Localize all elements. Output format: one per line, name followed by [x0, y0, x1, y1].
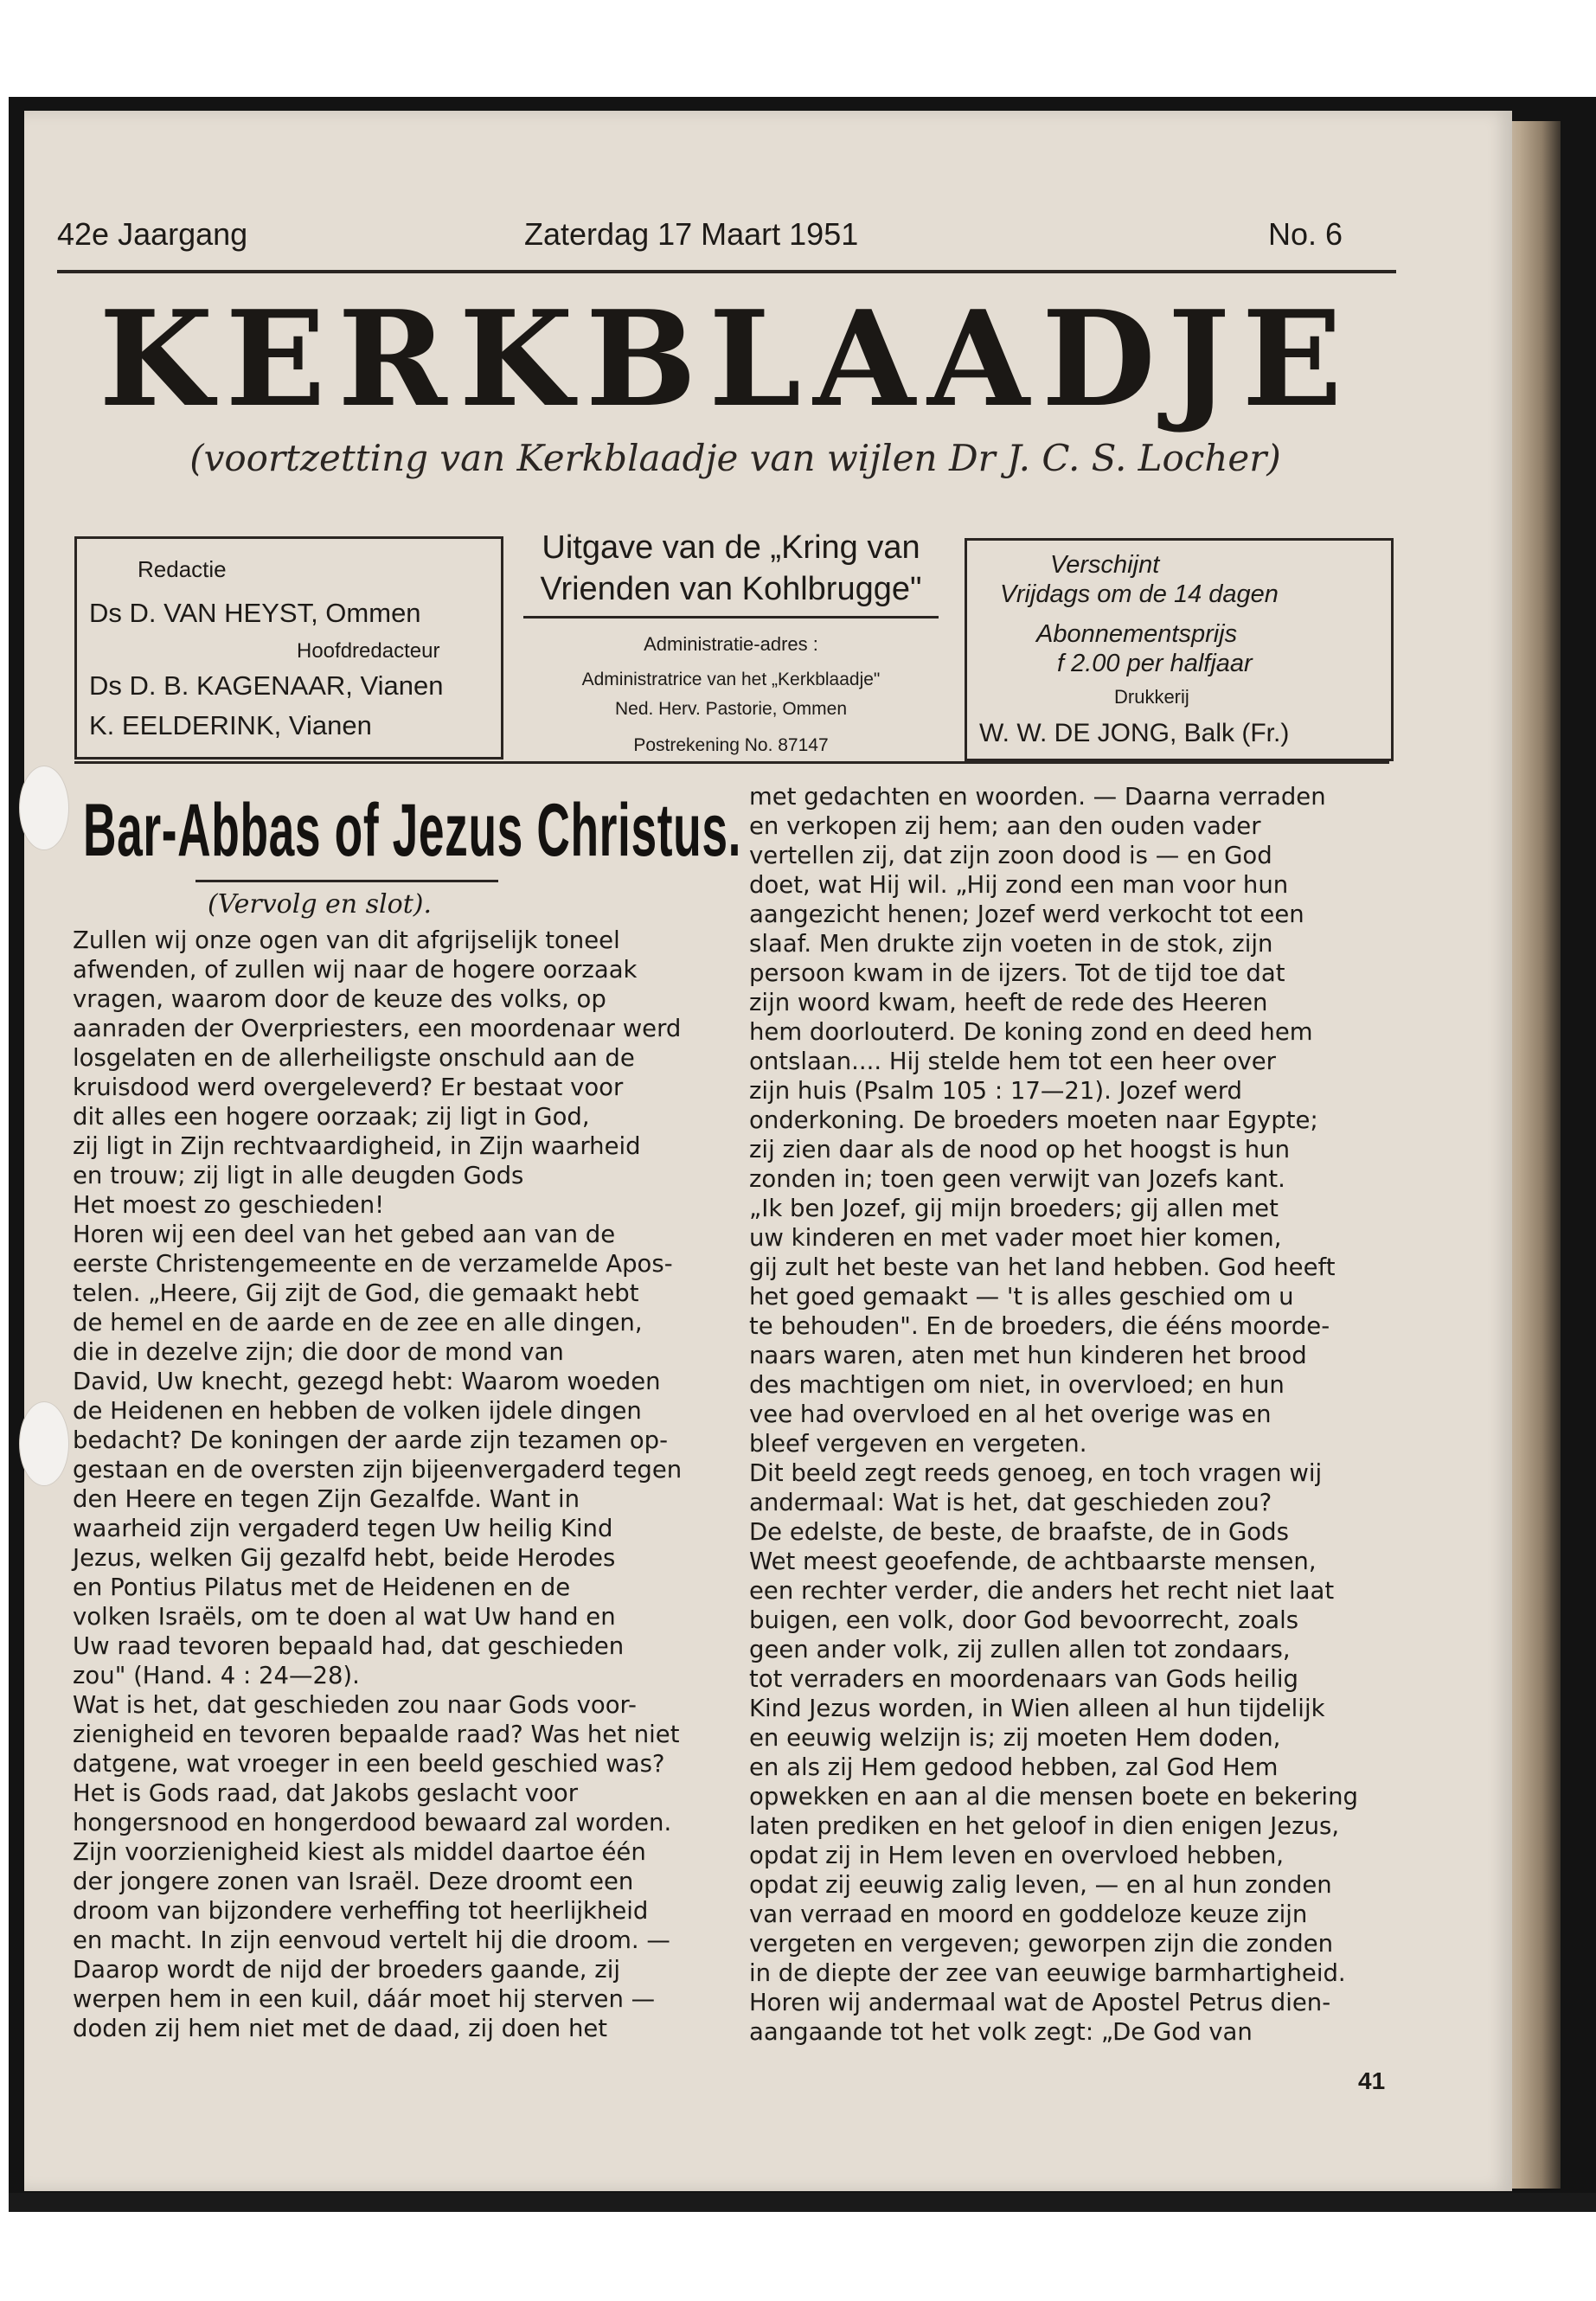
- masthead-title: KERKBLAADJE: [99, 281, 1355, 436]
- text-line: zou" (Hand. 4 : 24—28).: [73, 1662, 360, 1689]
- header-rule: [57, 270, 1396, 273]
- editor-name: K. EELDERINK, Vianen: [89, 710, 372, 740]
- editor-name: Ds D. VAN HEYST, Ommen: [89, 598, 421, 628]
- text-line: Uw raad tevoren bepaald had, dat geschieden: [73, 1632, 625, 1660]
- text-line: zonden in; toen geen verwijt van Jozefs kant.: [749, 1165, 1285, 1193]
- text-line: des machtigen om niet, in overvloed; en hun: [749, 1371, 1285, 1399]
- text-line: slaaf. Men drukte zijn voeten in de stok, zijn: [749, 930, 1273, 958]
- text-line: bleef vergeven en vergeten.: [749, 1430, 1087, 1458]
- text-line: met gedachten en woorden. — Daarna verraden: [749, 783, 1326, 811]
- text-line: telen. „Heere, Gij zijt de God, die gemaakt hebt: [73, 1279, 639, 1307]
- text-line: te behouden". En de broeders, die ééns moorde-: [749, 1312, 1330, 1340]
- address-line: Administratrice van het „Kerkblaadje": [581, 670, 881, 689]
- text-line: den Heere en tegen Zijn Gezalfde. Want in: [73, 1485, 580, 1513]
- text-line: dit alles een hogere oorzaak; zij ligt in God,: [73, 1103, 590, 1131]
- text-line: aangezicht henen; Jozef werd verkocht tot een: [749, 901, 1304, 928]
- info-line: Abonnementsprijs: [1036, 620, 1238, 648]
- text-line: doet, wat Hij wil. „Hij zond een man voor hun: [749, 871, 1289, 899]
- text-line: vee had overvloed en al het overige was en: [749, 1400, 1272, 1428]
- text-line: laten prediken en het geloof in dien enigen Jezus,: [749, 1812, 1340, 1840]
- editorial-box: [74, 536, 503, 760]
- article-title: Bar-Abbas of Jezus Christus.: [83, 789, 742, 872]
- text-line: gestaan en de oversten zijn bijeenvergaderd tegen: [73, 1456, 683, 1484]
- text-line: vergeten en vergeven; geworpen zijn die zonden: [749, 1930, 1334, 1958]
- address-label: Administratie-adres :: [644, 633, 818, 655]
- text-line: de hemel en de aarde en de zee en alle dingen,: [73, 1309, 643, 1336]
- info-line: Vrijdags om de 14 dagen: [1000, 580, 1279, 608]
- editorial-heading: Redactie: [138, 556, 227, 582]
- boxes-bottom-rule: [74, 761, 1389, 764]
- text-line: Jezus, welken Gij gezalfd hebt, beide Herodes: [73, 1544, 616, 1572]
- text-line: zij zien daar als de nood op het hoogst is hun: [749, 1136, 1291, 1163]
- text-line: David, Uw knecht, gezegd hebt: Waarom woeden: [73, 1368, 661, 1395]
- punch-hole: [19, 766, 69, 850]
- text-line: De edelste, de beste, de braafste, de in Gods: [749, 1518, 1289, 1546]
- punch-hole: [19, 1401, 69, 1486]
- text-line: in de diepte der zee van eeuwige barmhartigheid.: [749, 1959, 1346, 1987]
- text-line: Kind Jezus worden, in Wien alleen al hun tijdelijk: [749, 1695, 1325, 1722]
- text-line: zijn woord kwam, heeft de rede des Heeren: [749, 989, 1268, 1016]
- text-line: zijn huis (Psalm 105 : 17—21). Jozef werd: [749, 1077, 1242, 1105]
- text-line: opwekken en aan al die mensen boete en bekering: [749, 1783, 1358, 1811]
- text-line: een rechter verder, die anders het recht niet laat: [749, 1577, 1335, 1605]
- continued-note: (Vervolg en slot).: [208, 889, 433, 920]
- text-line: onderkoning. De broeders moeten naar Egypte;: [749, 1106, 1318, 1134]
- text-line: en macht. In zijn eenvoud vertelt hij die droom. —: [73, 1926, 670, 1954]
- text-line: Het moest zo geschieden!: [73, 1191, 385, 1219]
- publisher-line: Uitgave van de „Kring van: [542, 529, 920, 566]
- text-line: afwenden, of zullen wij naar de hogere oorzaak: [73, 956, 638, 984]
- text-line: eerste Christengemeente en de verzamelde Apos-: [73, 1250, 673, 1278]
- text-line: Zijn voorzienigheid kiest als middel daartoe één: [73, 1838, 646, 1866]
- info-line: Verschijnt: [1050, 551, 1160, 579]
- text-line: buigen, een volk, door God bevoorrecht, zoals: [749, 1606, 1299, 1634]
- text-line: zienigheid en tevoren bepaalde raad? Was het niet: [73, 1721, 680, 1748]
- text-line: losgelaten en de allerheiligste onschuld aan de: [73, 1044, 635, 1072]
- text-line: opdat zij eeuwig zalig leven, — en al hun zonden: [749, 1871, 1332, 1899]
- text-line: naars waren, aten met hun kinderen het brood: [749, 1342, 1307, 1369]
- address-line: Ned. Herv. Pastorie, Ommen: [614, 699, 848, 719]
- text-line: het goed gemaakt — 't is alles geschied om u: [749, 1283, 1294, 1311]
- publisher-rule: [523, 616, 939, 619]
- text-line: Horen wij andermaal wat de Apostel Petrus dien-: [749, 1989, 1331, 2016]
- text-line: Horen wij een deel van het gebed aan van de: [73, 1221, 616, 1248]
- text-line: vertellen zij, dat zijn zoon dood is — en God: [749, 842, 1272, 869]
- info-line: Drukkerij: [1114, 686, 1189, 708]
- text-line: bedacht? De koningen der aarde zijn tezamen op-: [73, 1426, 669, 1454]
- publisher-line: Vrienden van Kohlbrugge": [540, 571, 922, 607]
- scan-bottom-strip: [9, 2193, 1596, 2212]
- editor-name: Ds D. B. KAGENAAR, Vianen: [89, 670, 444, 701]
- text-line: waarheid zijn vergaderd tegen Uw heilig Kind: [73, 1515, 613, 1542]
- text-line: en trouw; zij ligt in alle deugden Gods: [73, 1162, 524, 1189]
- text-line: ontslaan.... Hij stelde hem tot een heer over: [749, 1048, 1276, 1075]
- page-number: 41: [1358, 2067, 1386, 2094]
- editor-role: Hoofdredacteur: [297, 639, 440, 663]
- text-line: Wat is het, dat geschieden zou naar Gods voor-: [73, 1691, 637, 1719]
- text-line: en eeuwig welzijn is; zij moeten Hem doden,: [749, 1724, 1281, 1752]
- issue-header: [57, 216, 1396, 268]
- publisher-block: [506, 529, 956, 763]
- text-line: zij ligt in Zijn rechtvaardigheid, in Zijn waarheid: [73, 1132, 641, 1160]
- text-line: van verraad en moord en goddeloze keuze zijn: [749, 1900, 1308, 1928]
- text-line: droom van bijzondere verheffing tot heerlijkheid: [73, 1897, 649, 1925]
- postal-account: Postrekening No. 87147: [633, 735, 829, 755]
- text-line: Dit beeld zegt reeds genoeg, en toch vragen wij: [749, 1459, 1323, 1487]
- info-line: f 2.00 per halfjaar: [1057, 650, 1253, 677]
- text-line: „Ik ben Jozef, gij mijn broeders; gij allen met: [749, 1195, 1279, 1222]
- text-line: doden zij hem niet met de daad, zij doen het: [73, 2015, 608, 2042]
- text-line: datgene, wat vroeger in een beeld geschied was?: [73, 1750, 665, 1778]
- text-line: aanraden der Overpriesters, een moordenaar werd: [73, 1015, 682, 1042]
- issue-number: No. 6: [1268, 216, 1343, 252]
- text-line: uw kinderen en met vader moet hier komen,: [749, 1224, 1282, 1252]
- text-line: geen ander volk, zij zullen allen tot zondaars,: [749, 1636, 1291, 1663]
- text-line: gij zult het beste van het land hebben. God heeft: [749, 1253, 1336, 1281]
- info-box: [965, 538, 1394, 761]
- article-column-left: [73, 926, 720, 2043]
- text-line: de Heidenen en hebben de volken ijdele dingen: [73, 1397, 642, 1425]
- text-line: die in dezelve zijn; die door de mond van: [73, 1338, 564, 1366]
- text-line: opdat zij in Hem leven en overvloed hebben,: [749, 1842, 1285, 1869]
- title-underline: [195, 880, 498, 882]
- text-line: tot verraders en moordenaars van Gods heilig: [749, 1665, 1298, 1693]
- text-line: persoon kwam in de ijzers. Tot de tijd toe dat: [749, 959, 1285, 987]
- text-line: en Pontius Pilatus met de Heidenen en de: [73, 1574, 571, 1601]
- text-line: en als zij Hem gedood hebben, zal God Hem: [749, 1753, 1279, 1781]
- text-line: der jongere zonen van Israël. Deze droomt een: [73, 1868, 634, 1895]
- text-line: Daarop wordt de nijd der broeders gaande, zij: [73, 1956, 620, 1984]
- text-line: en verkopen zij hem; aan den ouden vader: [749, 812, 1261, 840]
- masthead-subtitle: (voortzetting van Kerkblaadje van wijlen Dr J. C. S. Locher): [189, 437, 1281, 479]
- text-line: volken Israëls, om te doen al wat Uw hand en: [73, 1603, 616, 1631]
- text-line: aangaande tot het volk zegt: „De God van: [749, 2018, 1253, 2046]
- article-column-right: [749, 782, 1396, 2047]
- text-line: Zullen wij onze ogen van dit afgrijselijk toneel: [73, 926, 620, 954]
- text-line: hem doorlouterd. De koning zond en deed hem: [749, 1018, 1313, 1046]
- text-line: hongersnood en hongerdood bewaard zal worden.: [73, 1809, 672, 1836]
- text-line: vragen, waarom door de keuze des volks, op: [73, 985, 606, 1013]
- issue-date: Zaterdag 17 Maart 1951: [524, 216, 859, 252]
- volume-label: 42e Jaargang: [57, 216, 248, 252]
- text-line: werpen hem in een kuil, dáár moet hij sterven —: [73, 1985, 656, 2013]
- text-line: Het is Gods raad, dat Jakobs geslacht voor: [73, 1779, 579, 1807]
- text-line: Wet meest geoefende, de achtbaarste mensen,: [749, 1548, 1317, 1575]
- text-line: kruisdood werd overgeleverd? Er bestaat voor: [73, 1074, 624, 1101]
- printer-name: W. W. DE JONG, Balk (Fr.): [979, 719, 1290, 747]
- text-line: andermaal: Wat is het, dat geschieden zou?: [749, 1489, 1272, 1516]
